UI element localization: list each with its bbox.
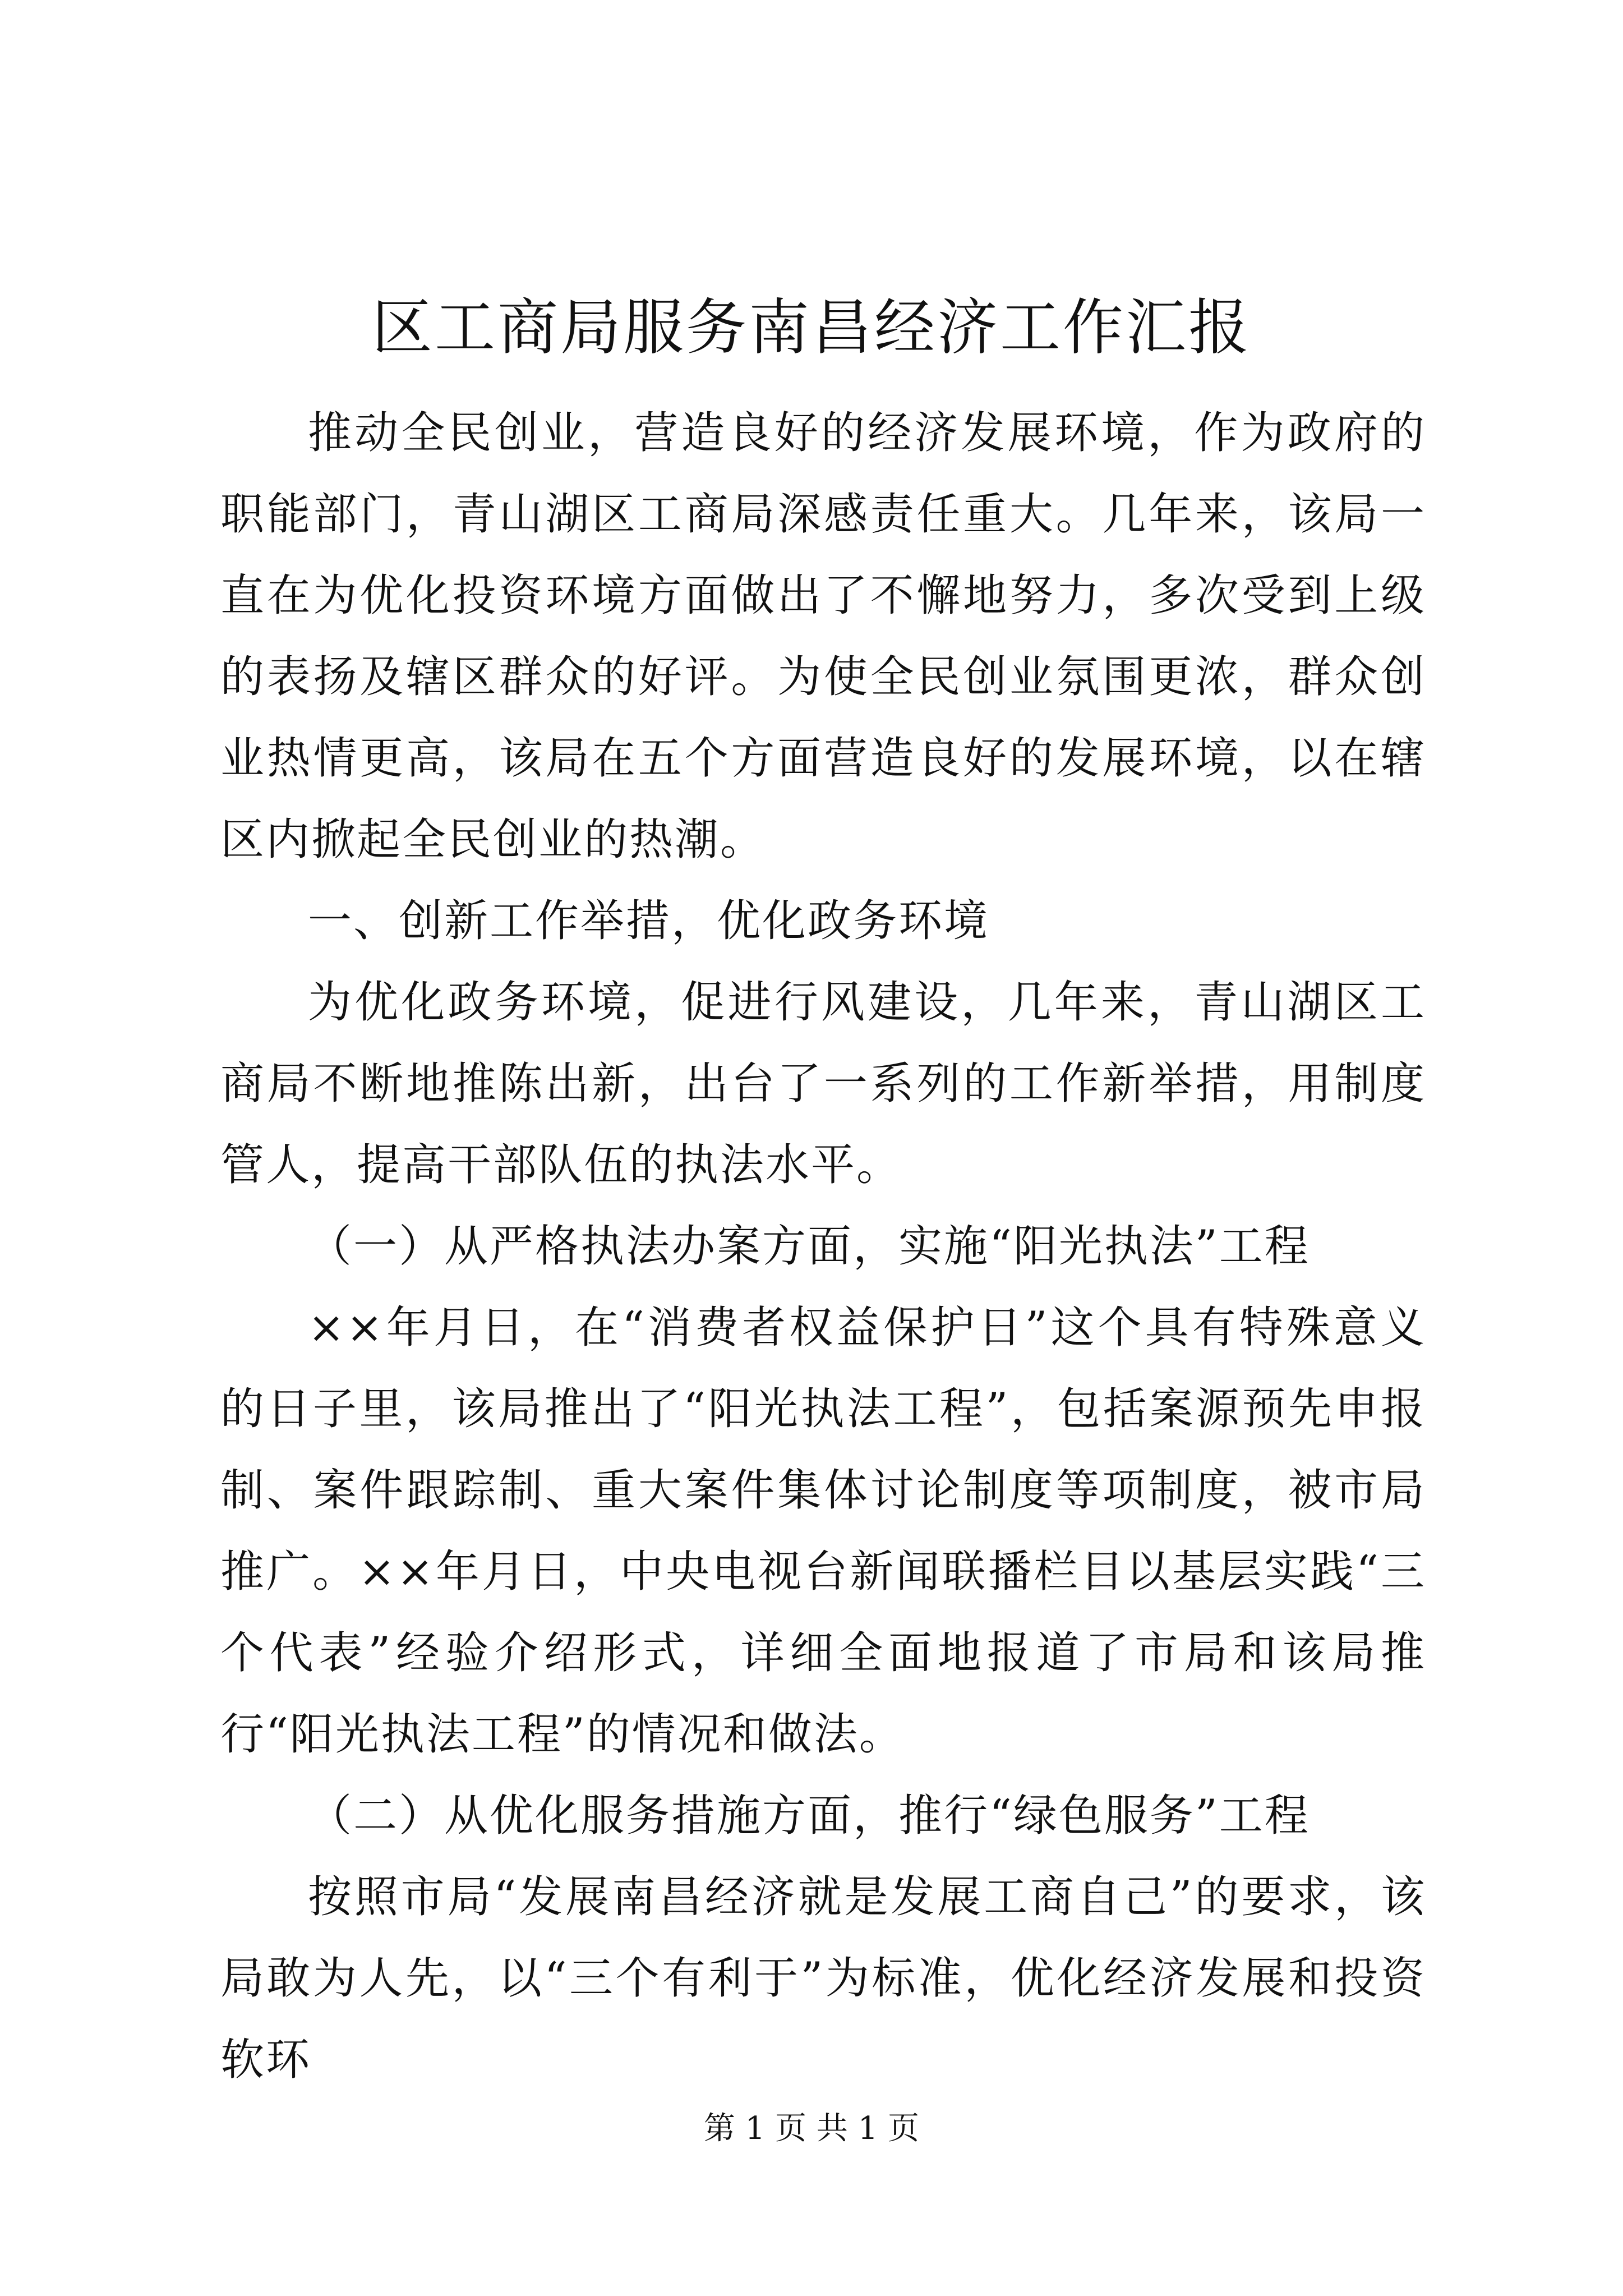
subsection-heading-1: （一）从严格执法办案方面，实施“阳光执法”工程 [308,1221,1310,1272]
paragraph-intro: 推动全民创业，营造良好的经济发展环境，作为政府的职能部门，青山湖区工商局深感责任重大。几年来，该局一直在为优化投资环境方面做出了不懈地努力，多次受到上级的表扬及辖区群众的好评。为使全民创业氛围更浓，群众创业热情更高，该局在五个方面营造良好的发展环境，以在辖区内掀起全民创业的热潮。 [220,408,1426,865]
document-title: 区工商局服务南昌经济工作汇报 [371,293,1251,363]
document-body [220,393,1426,2101]
page-footer: 第 1 页 共 1 页 [703,2110,920,2147]
paragraph-subsection-2: 按照市局“发展南昌经济就是发展工商自己”的要求，该局敢为人先，以“三个有利于”为标准，优化经济发展和投资软环 [220,1872,1426,2085]
paragraph-subsection-1: ××年月日，在“消费者权益保护日”这个具有特殊意义的日子里，该局推出了“阳光执法工程”，包括案源预先申报制、案件跟踪制、重大案件集体讨论制度等项制度，被市局推广。××年月日，中央电视台新闻联播栏目以基层实践“三个代表”经验介绍形式，详细全面地报道了市局和该局推行“阳光执法工程”的情况和做法。 [220,1303,1426,1760]
section-heading-1: 一、创新工作举措，优化政务环境 [308,896,990,946]
subsection-heading-2: （二）从优化服务措施方面，推行“绿色服务”工程 [308,1791,1310,1841]
paragraph-section-1: 为优化政务环境，促进行风建设，几年来，青山湖区工商局不断地推陈出新，出台了一系列的工作新举措，用制度管人，提高干部队伍的执法水平。 [220,977,1426,1190]
